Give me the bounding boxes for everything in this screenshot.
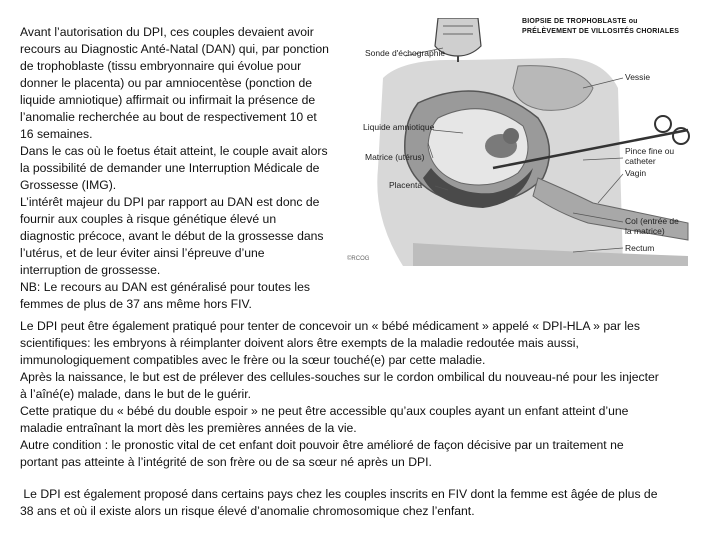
embryo-head bbox=[503, 128, 519, 144]
label-uterus: Matrice (utérus) bbox=[365, 152, 425, 162]
text-line: femmes de plus de 37 ans même hors FIV. bbox=[20, 297, 252, 311]
text-line: donner le placenta) ou par amniocentèse (ponction de bbox=[20, 76, 313, 90]
text-line: 16 semaines. bbox=[20, 127, 93, 141]
label-forceps-1: Pince fine ou bbox=[625, 146, 675, 156]
text-line: NB: Le recours au DAN est généralisé pour toutes les bbox=[20, 280, 310, 294]
text-line: la possibilité de demander une Interruption Médicale de bbox=[20, 161, 320, 175]
text-line: l’anomalie recherchée au bout de respectivement 10 et bbox=[20, 110, 317, 124]
label-vagina: Vagin bbox=[625, 168, 647, 178]
label-cervix-1: Col (entrée de bbox=[625, 216, 679, 226]
label-copyright: ©RCOG bbox=[347, 256, 370, 262]
forceps-ring bbox=[655, 116, 671, 132]
text-line: Grossesse (IMG). bbox=[20, 178, 117, 192]
label-cervix-2: la matrice) bbox=[625, 226, 665, 236]
text-line: Cette pratique du « bébé du double espoir » ne peut être accessible qu’aux couples ayant un enfant atteint d’une bbox=[20, 404, 629, 418]
text-line: immunologiquement compatibles avec le frère ou la sœur touché(e) par cette maladie. bbox=[20, 353, 486, 367]
label-amniotic-fluid: Liquide amniotique bbox=[363, 122, 435, 132]
label-bladder: Vessie bbox=[625, 72, 651, 82]
text-line: interruption de grossesse. bbox=[20, 263, 161, 277]
text-line: diagnostic précoce, avant le début de la grossesse dans bbox=[20, 229, 324, 243]
intro-paragraph bbox=[20, 24, 350, 313]
text-line: Après la naissance, le but est de prélever des cellules-souches sur le cordon ombilical du nouveau-né pour les injecter bbox=[20, 370, 659, 384]
figure-title-line: PRÉLÈVEMENT DE VILLOSITÉS CHORIALES bbox=[522, 28, 680, 35]
text-line: Avant l’autorisation du DPI, ces couples devaient avoir bbox=[20, 25, 314, 39]
text-line: Autre condition : le pronostic vital de cet enfant doit pouvoir être amélioré de façon décisive par un traitement ne bbox=[20, 438, 624, 452]
label-ultrasound-probe: Sonde d'échographie bbox=[365, 48, 446, 58]
text-line: 38 ans et où il existe alors un risque élevé d’anomalie chromosomique chez l’enfant. bbox=[20, 504, 475, 518]
text-line: de trophoblaste (tissu embryonnaire qui évolue pour bbox=[20, 59, 302, 73]
text-line: Le DPI est également proposé dans certains pays chez les couples inscrits en FIV dont la femme est âgée de plus de bbox=[20, 487, 658, 501]
text-line: liquide amniotique) affirmait ou infirmait la présence de bbox=[20, 93, 316, 107]
text-line: Le DPI peut être également pratiqué pour tenter de concevoir un « bébé médicament » appelé « DPI-HLA » par les bbox=[20, 319, 640, 333]
text-line: maladie entraînant la mort dès les premières années de la vie. bbox=[20, 421, 357, 435]
dpi-hla-paragraph bbox=[20, 318, 700, 471]
label-placenta: Placenta bbox=[389, 180, 423, 190]
text-line: L’intérêt majeur du DPI par rapport au DAN est donc de bbox=[20, 195, 320, 209]
dpi-fiv-paragraph bbox=[20, 486, 700, 520]
text-line: recours au Diagnostic Anté-Natal (DAN) qui, par ponction bbox=[20, 42, 329, 56]
figure-title-line: BIOPSIE DE TROPHOBLASTE ou bbox=[522, 18, 638, 25]
text-line: fournir aux couples à risque génétique élevé un bbox=[20, 212, 277, 226]
text-line: à l’aîné(e) malade, dans le but de le guérir. bbox=[20, 387, 252, 401]
text-line: scientifiques: les embryons à réimplanter doivent alors être exempts de la maladie redoutée mais aussi, bbox=[20, 336, 579, 350]
label-rectum: Rectum bbox=[625, 243, 655, 253]
text-line: portant pas atteinte à l’intégrité de son frère ou de sa sœur né après un DPI. bbox=[20, 455, 432, 469]
trophoblast-biopsy-diagram bbox=[343, 18, 700, 266]
label-forceps-2: catheter bbox=[625, 156, 656, 166]
text-line: Dans le cas où le foetus était atteint, le couple avait alors bbox=[20, 144, 328, 158]
text-line: l’utérus, et de leur éviter ainsi l’épreuve d’une bbox=[20, 246, 265, 260]
